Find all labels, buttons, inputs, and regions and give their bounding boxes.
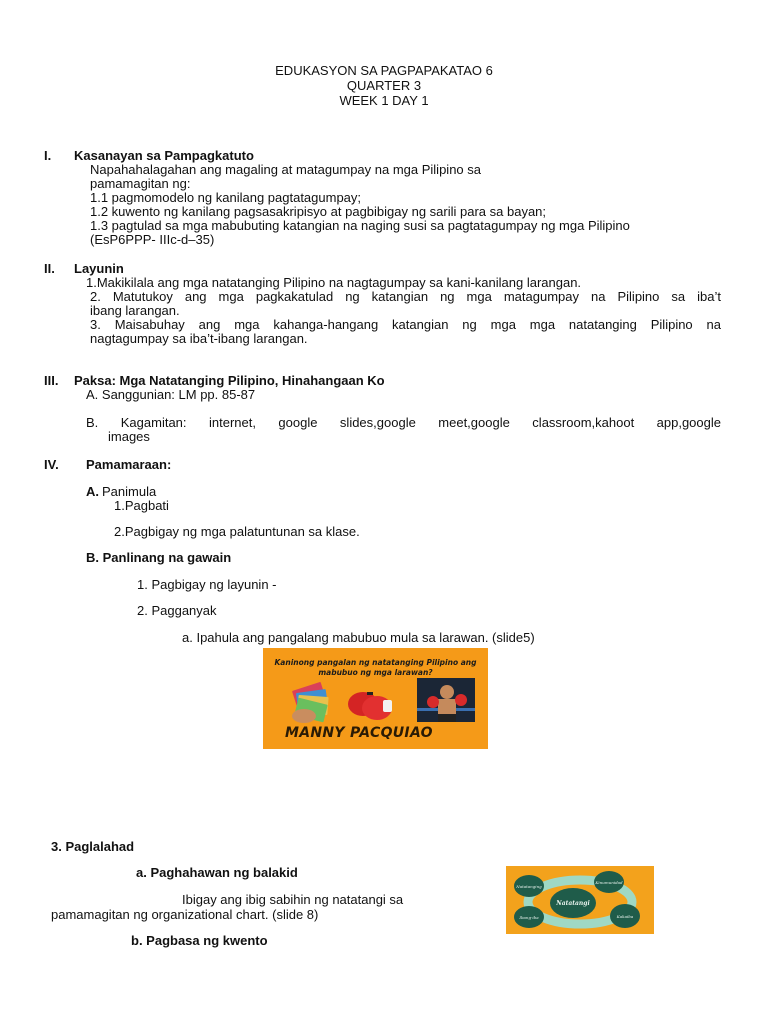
slide-5-caption: Kaninong pangalan ng natatanging Pilipino ang mabubuo ng mga larawan? xyxy=(274,658,477,677)
part-a-item-1: 1.Pagbati xyxy=(114,498,169,513)
section-1-item-1: 1.1 pagmomodelo ng kanilang pagtatagumpay; xyxy=(90,190,362,205)
section-1-item-2: 1.2 kuwento ng kanilang pagsasakripisyo at pagbibigay ng sarili para sa bayan; xyxy=(90,204,547,219)
section-4-number: IV. xyxy=(44,457,59,472)
section-1-title: Kasanayan sa Pampagkatuto xyxy=(74,148,254,163)
org-chart-center-node: Natatangi xyxy=(550,888,596,918)
section-1-number: I. xyxy=(44,148,52,163)
reference-line: A. Sanggunian: LM pp. 85-87 xyxy=(86,387,256,402)
part-b-item-2a: a. Ipahula ang pangalang mabubuo mula sa larawan. (slide5) xyxy=(182,630,535,645)
paglalahad-part-a-title: a. Paghahawan ng balakid xyxy=(136,865,298,880)
part-a-title: Panimula xyxy=(102,484,157,499)
paglalahad-part-b-title: b. Pagbasa ng kwento xyxy=(131,933,268,948)
section-3-number: III. xyxy=(44,373,59,388)
part-b-item-1: 1. Pagbigay ng layunin - xyxy=(137,577,277,592)
quarter-label: QUARTER 3 xyxy=(346,78,422,93)
section-1-item-3: 1.3 pagtulad sa mga mabubuting katangian na naging susi sa pagtatagumpay ng mga Pilipino xyxy=(90,218,630,233)
part-a-item-2: 2.Pagbigay ng mga palatuntunan sa klase. xyxy=(114,524,360,539)
section-4-title: Pamamaraan: xyxy=(86,457,172,472)
objective-1: 1.Makikilala ang mga natatanging Pilipino na nagtagumpay sa kani-kanilang larangan. xyxy=(86,275,582,290)
materials-line-1: B. Kagamitan: internet, google slides,google meet,google classroom,kahoot app,google xyxy=(86,415,721,430)
objective-2-line-1: 2. Matutukoy ang mga pagkakatulad ng katangian ng mga matagumpay na Pilipino sa iba’t xyxy=(90,289,721,304)
paglalahad-text-line-1: Ibigay ang ibig sabihin ng natatangi sa xyxy=(182,892,404,907)
slide-8-org-chart xyxy=(506,866,654,934)
part-a-letter: A. xyxy=(86,484,99,499)
objective-2-line-2: ibang larangan. xyxy=(90,303,180,318)
paglalahad-title: 3. Paglalahad xyxy=(51,839,135,854)
materials-line-2: images xyxy=(108,429,150,444)
document-title: EDUKASYON SA PAGPAPAKATAO 6 xyxy=(275,63,493,78)
section-1-item-code: (EsP6PPP- IIIc-d–35) xyxy=(90,232,215,247)
money-picture xyxy=(288,682,332,724)
org-chart-node-2: Kinumunidad xyxy=(594,871,624,893)
objective-3-line-1: 3. Maisabuhay ang mga kahanga-hangang katangian ng mga mga natatanging Pilipino na xyxy=(90,317,721,332)
part-b-title: B. Panlinang na gawain xyxy=(86,550,232,565)
section-1-intro-line-1: Napahahalagahan ang magaling at matagumpay na mga Pilipino sa xyxy=(90,162,481,177)
objective-3-line-2: nagtagumpay sa iba’t-ibang larangan. xyxy=(90,331,308,346)
slide-5-image xyxy=(263,648,488,749)
section-1-intro-line-2: pamamagitan ng: xyxy=(90,176,191,191)
part-b-item-2: 2. Pagganyak xyxy=(137,603,217,618)
week-day-label: WEEK 1 DAY 1 xyxy=(339,93,429,108)
org-chart-node-3: Ibang-iba xyxy=(514,906,544,928)
section-3-title: Paksa: Mga Natatanging Pilipino, Hinahangaan Ko xyxy=(74,373,385,388)
org-chart-node-4: Kakaiba xyxy=(610,904,640,928)
section-2-number: II. xyxy=(44,261,55,276)
boxer-photo xyxy=(417,678,475,722)
slide-5-answer: MANNY PACQUIAO xyxy=(285,725,433,741)
section-2-title: Layunin xyxy=(74,261,124,276)
org-chart-node-1: Natatanging xyxy=(514,875,544,897)
boxing-glove-picture xyxy=(345,688,395,724)
paglalahad-text-line-2: pamamagitan ng organizational chart. (slide 8) xyxy=(51,907,319,922)
